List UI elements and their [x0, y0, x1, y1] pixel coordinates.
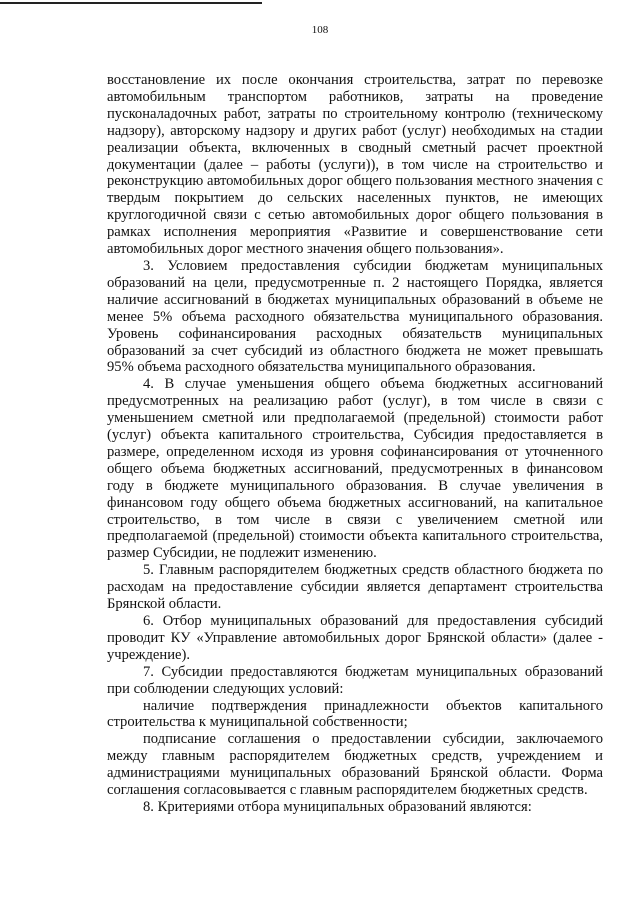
paragraph-6: 7. Субсидии предоставляются бюджетам муниципальных образований при соблюдении следующих условий:	[107, 663, 603, 697]
paragraph-9: 8. Критериями отбора муниципальных образований являются:	[143, 798, 532, 815]
top-rule	[0, 2, 262, 4]
paragraph-7: наличие подтверждения принадлежности объектов капитального строительства к муниципальной собственности;	[107, 697, 603, 731]
paragraph-5: 6. Отбор муниципальных образований для предоставления субсидий проводит КУ «Управление автомобильных дорог Брянской области» (далее - учреждение).	[107, 613, 603, 663]
paragraph-4: 5. Главным распорядителем бюджетных средств областного бюджета по расходам на предоставление субсидии является департамент строительства Брянской области.	[107, 562, 603, 613]
paragraph-3: 4. В случае уменьшения общего объема бюджетных ассигнований предусмотренных на реализацию работ (услуг), в том числе в связи с уменьшением сметной или предполагаемой (предельной) стоимости работ (услуг) объекта капитального строительства, Субсидия предоставляется в размере, определенном исходя из уровня софинансирования от уточненного общего объема бюджетных ассигнований, предусмотренных в финансовом году в бюджете муниципального образования. В случае увеличения в финансовом году общего объема бюджетных ассигнований, на капитальное строительство, в том числе в связи с увеличением сметной или предполагаемой (предельной) стоимости объекта капитального строительства, размер Субсидии, не подлежит изменению.	[107, 376, 603, 562]
document-body	[107, 72, 603, 816]
paragraph-8: подписание соглашения о предоставлении субсидии, заключаемого между главным распорядителем бюджетных средств, учреждением и администрациями муниципальных образований Брянской области. Форма соглашения согласовывается с главным распорядителем бюджетных средств.	[107, 731, 603, 799]
paragraph-2: 3. Условием предоставления субсидии бюджетам муниципальных образований на цели, предусмотренные п. 2 настоящего Порядка, является наличие ассигнований в бюджетах муниципальных образований в объеме не менее 5% объема расходного обязательства муниципального образования. Уровень софинансирования расходных обязательств муниципальных образований за счет субсидий из областного бюджета не может превышать 95% объема расходного обязательства муниципального образования.	[107, 257, 603, 376]
paragraph-1: восстановление их после окончания строительства, затрат по перевозке автомобильным транспортом работников, затраты на проведение пусконаладочных работ, затраты по строительному контролю (техническому надзору), авторскому надзору и других работ (услуг) необходимых на стадии реализации объекта, включенных в сводный сметный расчет проектной документации (далее – работы (услуги)), в том числе на строительство и реконструкцию автомобильных дорог общего пользования местного значения с твердым покрытием до сельских населенных пунктов, не имеющих круглогодичной связи с сетью автомобильных дорог общего пользования в рамках исполнения мероприятия «Развитие и совершенствование сети автомобильных дорог местного значения общего пользования».	[107, 72, 603, 258]
page-number: 108	[311, 24, 329, 36]
